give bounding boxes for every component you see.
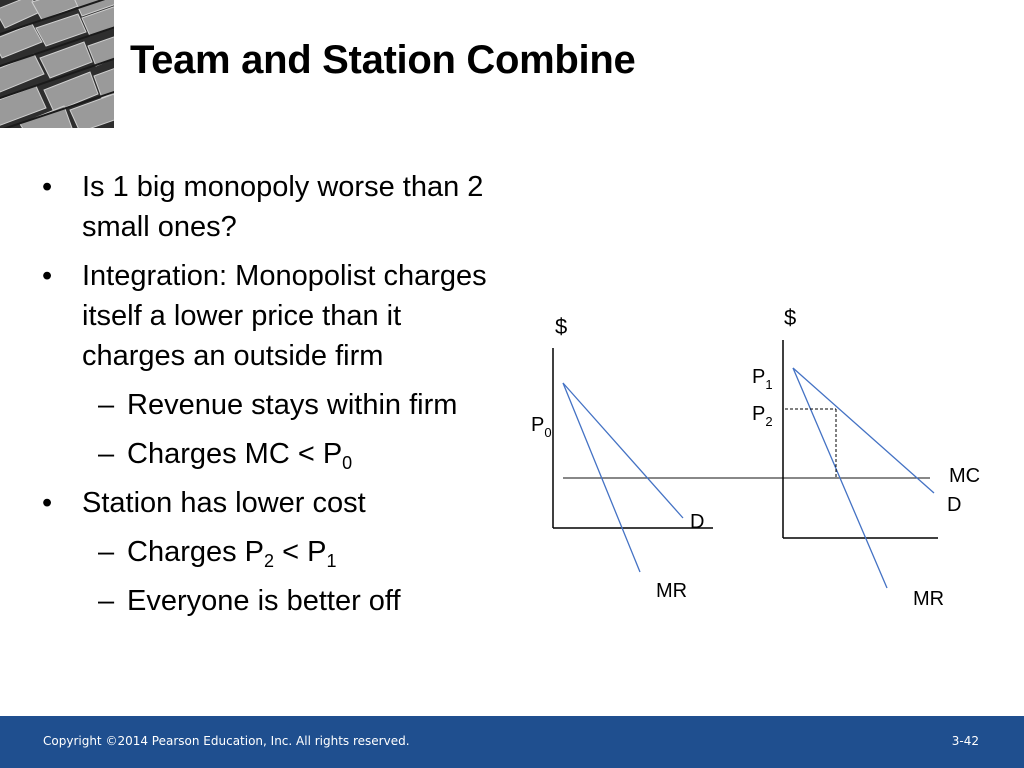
p0-letter: P (531, 414, 545, 436)
right-p2-label (752, 403, 773, 429)
dash-marker: – (98, 438, 115, 470)
right-y-axis-label: $ (784, 305, 797, 330)
page-number: 3-42 (951, 734, 979, 748)
subscript: 0 (342, 453, 353, 473)
left-p0-label (531, 414, 552, 440)
p2-letter: P (752, 403, 766, 425)
slide-title: Team and Station Combine (130, 38, 636, 82)
left-mr-label: MR (656, 580, 688, 602)
sub-bullet-text: Everyone is better off (127, 585, 401, 617)
copyright-text: Copyright ©2014 Pearson Education, Inc. All rights reserved. (43, 734, 410, 748)
right-mr-label: MR (913, 588, 945, 610)
subscript: 1 (326, 551, 337, 571)
right-demand-curve (793, 368, 934, 493)
right-p1-label (752, 366, 773, 392)
p1-letter: P (752, 366, 766, 388)
bullet-marker: • (42, 171, 53, 203)
sub-bullet-text: Revenue stays within firm (127, 389, 458, 421)
dash-marker: – (98, 389, 115, 421)
left-demand-label: D (690, 511, 705, 533)
bullet-text: Is 1 big monopoly worse than 2 small ones? (82, 171, 484, 243)
footer-bar (0, 716, 1024, 768)
sub-bullet-text-main: Charges MC < P (127, 438, 343, 470)
sub-bullet-text-mid: < P (274, 536, 327, 568)
sub-bullet-text-main: Charges P (127, 536, 265, 568)
p1-subscript: 1 (765, 377, 773, 392)
bullet-marker: • (42, 487, 53, 519)
left-demand-curve (563, 383, 683, 518)
p2-subscript: 2 (765, 414, 773, 429)
dash-marker: – (98, 536, 115, 568)
bullet-text: Integration: Monopolist charges itself a lower price than it charges an outside firm (82, 260, 487, 372)
mc-label: MC (949, 465, 981, 487)
subscript: 2 (264, 551, 275, 571)
p0-subscript: 0 (544, 425, 552, 440)
right-demand-label: D (947, 494, 962, 516)
bullet-marker: • (42, 260, 53, 292)
bullet-text: Station has lower cost (82, 487, 366, 519)
dash-marker: – (98, 585, 115, 617)
left-y-axis-label: $ (555, 314, 568, 339)
